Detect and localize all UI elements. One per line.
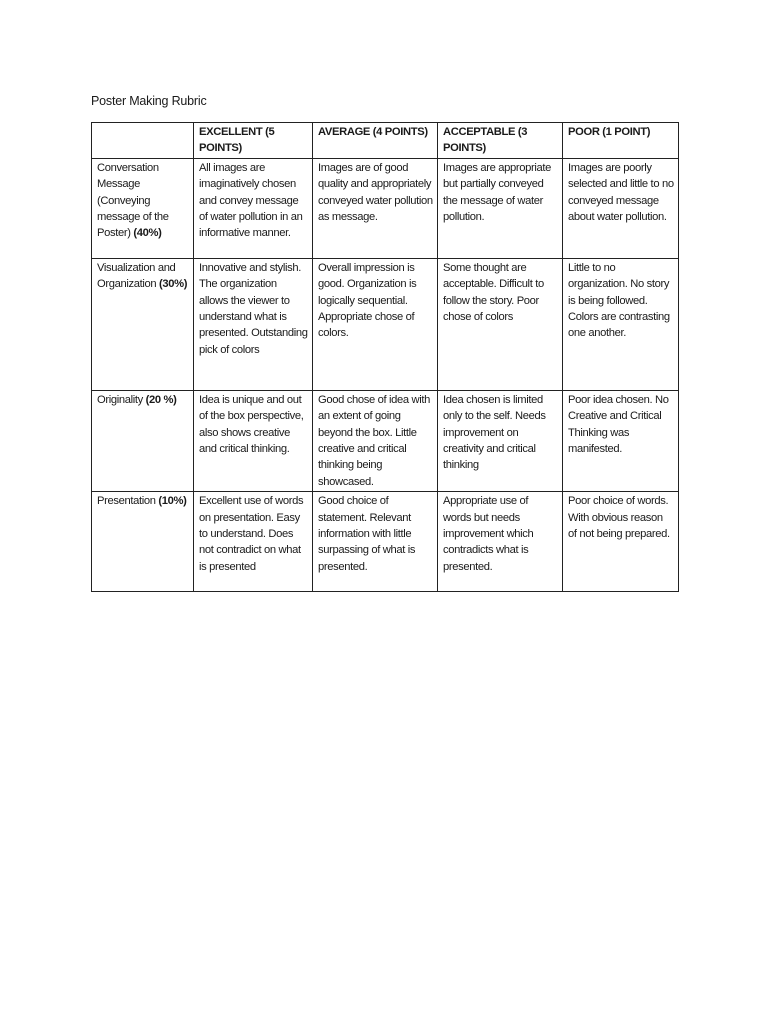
rubric-cell: Idea is unique and out of the box perspective, also shows creative and critical thinking. <box>194 390 313 491</box>
table-row <box>92 390 679 491</box>
rubric-cell: Idea chosen is limited only to the self. Needs improvement on creativity and critical thinking <box>438 390 563 491</box>
rubric-cell: Poor idea chosen. No Creative and Critical Thinking was manifested. <box>563 390 679 491</box>
criterion-cell <box>92 158 194 258</box>
header-cell-acceptable: ACCEPTABLE (3 POINTS) <box>438 123 563 159</box>
criterion-weight: (40%) <box>133 227 162 240</box>
criterion-cell <box>92 390 194 491</box>
rubric-cell: Appropriate use of words but needs improvement which contradicts what is presented. <box>438 492 563 592</box>
rubric-cell: Images are poorly selected and little to no conveyed message about water pollution. <box>563 158 679 258</box>
rubric-cell: Poor choice of words. With obvious reason of not being prepared. <box>563 492 679 592</box>
criterion-weight: (10%) <box>158 495 187 508</box>
rubric-table <box>91 122 679 592</box>
header-row <box>92 123 679 159</box>
criterion-label: Conversation Message (Conveying message of the Poster) <box>97 161 169 240</box>
rubric-cell: Good chose of idea with an extent of going beyond the box. Little creative and critical thinking being showcased. <box>313 390 438 491</box>
criterion-weight: (30%) <box>159 278 188 291</box>
criterion-cell <box>92 258 194 390</box>
rubric-cell: Innovative and stylish. The organization allows the viewer to understand what is presented. Outstanding pick of colors <box>194 258 313 390</box>
rubric-cell: Images are of good quality and appropriately conveyed water pollution as message. <box>313 158 438 258</box>
header-cell-average: AVERAGE (4 POINTS) <box>313 123 438 159</box>
rubric-cell: Overall impression is good. Organization is logically sequential. Appropriate chose of colors. <box>313 258 438 390</box>
table-row <box>92 258 679 390</box>
criterion-label: Visualization and Organization <box>97 261 176 291</box>
header-cell-excellent: EXCELLENT (5 POINTS) <box>194 123 313 159</box>
header-cell-criteria <box>92 123 194 159</box>
rubric-cell: Little to no organization. No story is being followed. Colors are contrasting one another. <box>563 258 679 390</box>
criterion-label: Originality <box>97 393 143 406</box>
document-title: Poster Making Rubric <box>91 94 207 108</box>
rubric-cell: Excellent use of words on presentation. Easy to understand. Does not contradict on what is presented <box>194 492 313 592</box>
rubric-cell: All images are imaginatively chosen and convey message of water pollution in an informative manner. <box>194 158 313 258</box>
rubric-cell: Images are appropriate but partially conveyed the message of water pollution. <box>438 158 563 258</box>
criterion-label: Presentation <box>97 495 156 508</box>
rubric-cell: Some thought are acceptable. Difficult to follow the story. Poor chose of colors <box>438 258 563 390</box>
criterion-weight: (20 %) <box>145 393 177 406</box>
criterion-cell <box>92 492 194 592</box>
header-cell-poor: POOR (1 POINT) <box>563 123 679 159</box>
table-row <box>92 158 679 258</box>
rubric-cell: Good choice of statement. Relevant information with little surpassing of what is presented. <box>313 492 438 592</box>
table-row <box>92 492 679 592</box>
